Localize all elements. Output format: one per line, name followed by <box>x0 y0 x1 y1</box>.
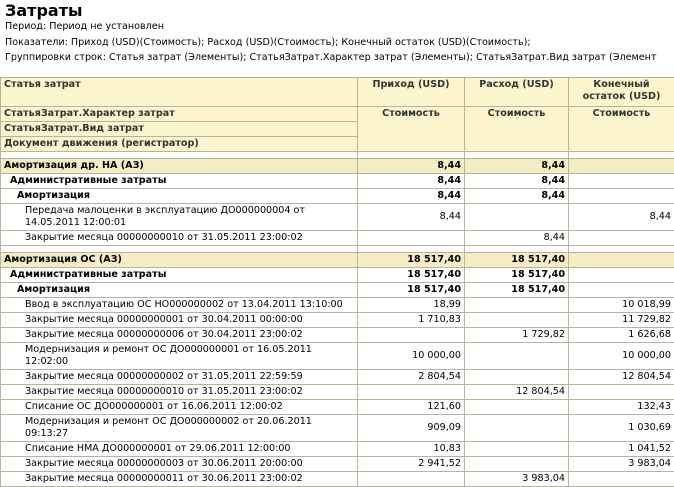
table-row[interactable] <box>1 204 674 231</box>
row-expense: 8,44 <box>465 174 569 189</box>
report-indicators: Показатели: Приход (USD)(Стоимость); Расход (USD)(Стоимость); Конечный остаток (USD)(Стоимость); <box>5 37 531 48</box>
header-end-balance: Конечный остаток (USD) <box>569 78 674 107</box>
header-income: Приход (USD) <box>358 78 465 107</box>
table-row[interactable] <box>1 385 674 400</box>
row-expense: 18 517,40 <box>465 253 569 268</box>
row-end-balance: 1 041,52 <box>569 442 674 457</box>
row-expense: 12 804,54 <box>465 385 569 400</box>
row-expense <box>465 204 569 231</box>
row-expense: 18 517,40 <box>465 283 569 298</box>
spacer-cell <box>569 152 674 159</box>
row-end-balance: 3 983,04 <box>569 457 674 472</box>
table-row[interactable] <box>1 189 674 204</box>
spacer-cell <box>358 152 465 159</box>
table-row[interactable] <box>1 283 674 298</box>
row-label: Административные затраты <box>1 268 358 283</box>
row-income: 2 941,52 <box>358 457 465 472</box>
spacer-cell <box>1 246 358 253</box>
row-label: Закрытие месяца 00000000003 от 30.06.2011 20:00:00 <box>1 457 358 472</box>
row-expense <box>465 313 569 328</box>
row-label: Передача малоценки в эксплуатацию ДО000000004 от 14.05.2011 12:00:01 <box>1 204 358 231</box>
row-income <box>358 328 465 343</box>
row-label: Закрытие месяца 00000000010 от 31.05.2011 23:00:02 <box>1 231 358 246</box>
table-row[interactable] <box>1 457 674 472</box>
table-row[interactable] <box>1 253 674 268</box>
report-title: Затраты <box>5 1 82 20</box>
spacer-cell <box>1 152 358 159</box>
row-income: 121,60 <box>358 400 465 415</box>
spacer-cell <box>465 152 569 159</box>
spacer-cell <box>358 246 465 253</box>
row-income: 2 804,54 <box>358 370 465 385</box>
row-end-balance: 12 804,54 <box>569 370 674 385</box>
row-expense: 1 729,82 <box>465 328 569 343</box>
row-label: Модернизация и ремонт ОС ДО000000002 от 20.06.2011 09:13:27 <box>1 415 358 442</box>
table-row[interactable] <box>1 174 674 189</box>
spacer-row <box>1 246 674 253</box>
row-label: Ввод в эксплуатацию ОС НО000000002 от 13.04.2011 13:10:00 <box>1 298 358 313</box>
header-expense-sub: Стоимость <box>465 107 569 152</box>
row-end-balance <box>569 174 674 189</box>
row-income: 8,44 <box>358 174 465 189</box>
spacer-cell <box>569 246 674 253</box>
row-income: 18 517,40 <box>358 253 465 268</box>
table-row[interactable] <box>1 159 674 174</box>
row-expense: 8,44 <box>465 231 569 246</box>
spacer-row <box>1 152 674 159</box>
row-label: Закрытие месяца 00000000002 от 31.05.2011 22:59:59 <box>1 370 358 385</box>
header-cost-article: Статья затрат <box>1 78 358 107</box>
row-label: Закрытие месяца 00000000001 от 30.04.2011 00:00:00 <box>1 313 358 328</box>
row-end-balance <box>569 253 674 268</box>
row-end-balance: 132,43 <box>569 400 674 415</box>
row-label: Административные затраты <box>1 174 358 189</box>
header-cost-character: СтатьяЗатрат.Характер затрат <box>1 107 358 122</box>
row-income: 18 517,40 <box>358 283 465 298</box>
row-income: 8,44 <box>358 204 465 231</box>
row-label: Закрытие месяца 00000000010 от 31.05.2011 23:00:02 <box>1 385 358 400</box>
row-expense: 8,44 <box>465 159 569 174</box>
row-income: 8,44 <box>358 189 465 204</box>
row-expense: 8,44 <box>465 189 569 204</box>
table-row[interactable] <box>1 400 674 415</box>
row-end-balance: 11 729,82 <box>569 313 674 328</box>
row-label: Амортизация ОС (АЗ) <box>1 253 358 268</box>
row-end-balance <box>569 385 674 400</box>
table-row[interactable] <box>1 268 674 283</box>
table-row[interactable] <box>1 472 674 487</box>
header-row <box>1 107 674 122</box>
row-end-balance <box>569 231 674 246</box>
table-row[interactable] <box>1 298 674 313</box>
row-expense <box>465 343 569 370</box>
row-label: Модернизация и ремонт ОС ДО000000001 от 16.05.2011 12:02:00 <box>1 343 358 370</box>
row-end-balance: 10 000,00 <box>569 343 674 370</box>
row-end-balance <box>569 472 674 487</box>
table-row[interactable] <box>1 231 674 246</box>
row-expense <box>465 415 569 442</box>
row-expense: 3 983,04 <box>465 472 569 487</box>
row-expense <box>465 298 569 313</box>
row-expense: 18 517,40 <box>465 268 569 283</box>
row-income: 8,44 <box>358 159 465 174</box>
row-end-balance <box>569 268 674 283</box>
report-grouping: Группировки строк: Статья затрат (Элементы); СтатьяЗатрат.Характер затрат (Элементы); СтатьяЗатрат.Вид затрат (Элемент <box>5 52 657 63</box>
spacer-cell <box>465 246 569 253</box>
row-end-balance <box>569 159 674 174</box>
row-income <box>358 231 465 246</box>
row-expense <box>465 442 569 457</box>
row-expense <box>465 370 569 385</box>
header-income-sub: Стоимость <box>358 107 465 152</box>
row-income: 10 000,00 <box>358 343 465 370</box>
row-expense <box>465 400 569 415</box>
row-income <box>358 472 465 487</box>
row-label: Амортизация <box>1 283 358 298</box>
row-end-balance: 10 018,99 <box>569 298 674 313</box>
row-income <box>358 385 465 400</box>
row-end-balance: 1 626,68 <box>569 328 674 343</box>
table-row[interactable] <box>1 415 674 442</box>
header-document: Документ движения (регистратор) <box>1 137 358 152</box>
row-income: 18,99 <box>358 298 465 313</box>
row-expense <box>465 457 569 472</box>
row-label: Амортизация др. НА (АЗ) <box>1 159 358 174</box>
header-expense: Расход (USD) <box>465 78 569 107</box>
row-label: Закрытие месяца 00000000006 от 30.04.2011 23:00:02 <box>1 328 358 343</box>
row-label: Списание ОС ДО000000001 от 16.06.2011 12:00:02 <box>1 400 358 415</box>
table-row[interactable] <box>1 328 674 343</box>
row-income: 10,83 <box>358 442 465 457</box>
table-row[interactable] <box>1 313 674 328</box>
row-end-balance: 1 030,69 <box>569 415 674 442</box>
row-end-balance <box>569 189 674 204</box>
header-cost-type: СтатьяЗатрат.Вид затрат <box>1 122 358 137</box>
header-row <box>1 78 674 107</box>
report-table <box>0 77 674 487</box>
row-label: Закрытие месяца 00000000011 от 30.06.2011 23:00:02 <box>1 472 358 487</box>
row-end-balance: 8,44 <box>569 204 674 231</box>
row-label: Амортизация <box>1 189 358 204</box>
header-end-sub: Стоимость <box>569 107 674 152</box>
row-end-balance <box>569 283 674 298</box>
row-income: 1 710,83 <box>358 313 465 328</box>
row-income: 909,09 <box>358 415 465 442</box>
report-period: Период: Период не установлен <box>5 21 164 32</box>
table-row[interactable] <box>1 343 674 370</box>
row-label: Списание НМА ДО000000001 от 29.06.2011 12:00:00 <box>1 442 358 457</box>
table-row[interactable] <box>1 370 674 385</box>
row-income: 18 517,40 <box>358 268 465 283</box>
table-row[interactable] <box>1 442 674 457</box>
